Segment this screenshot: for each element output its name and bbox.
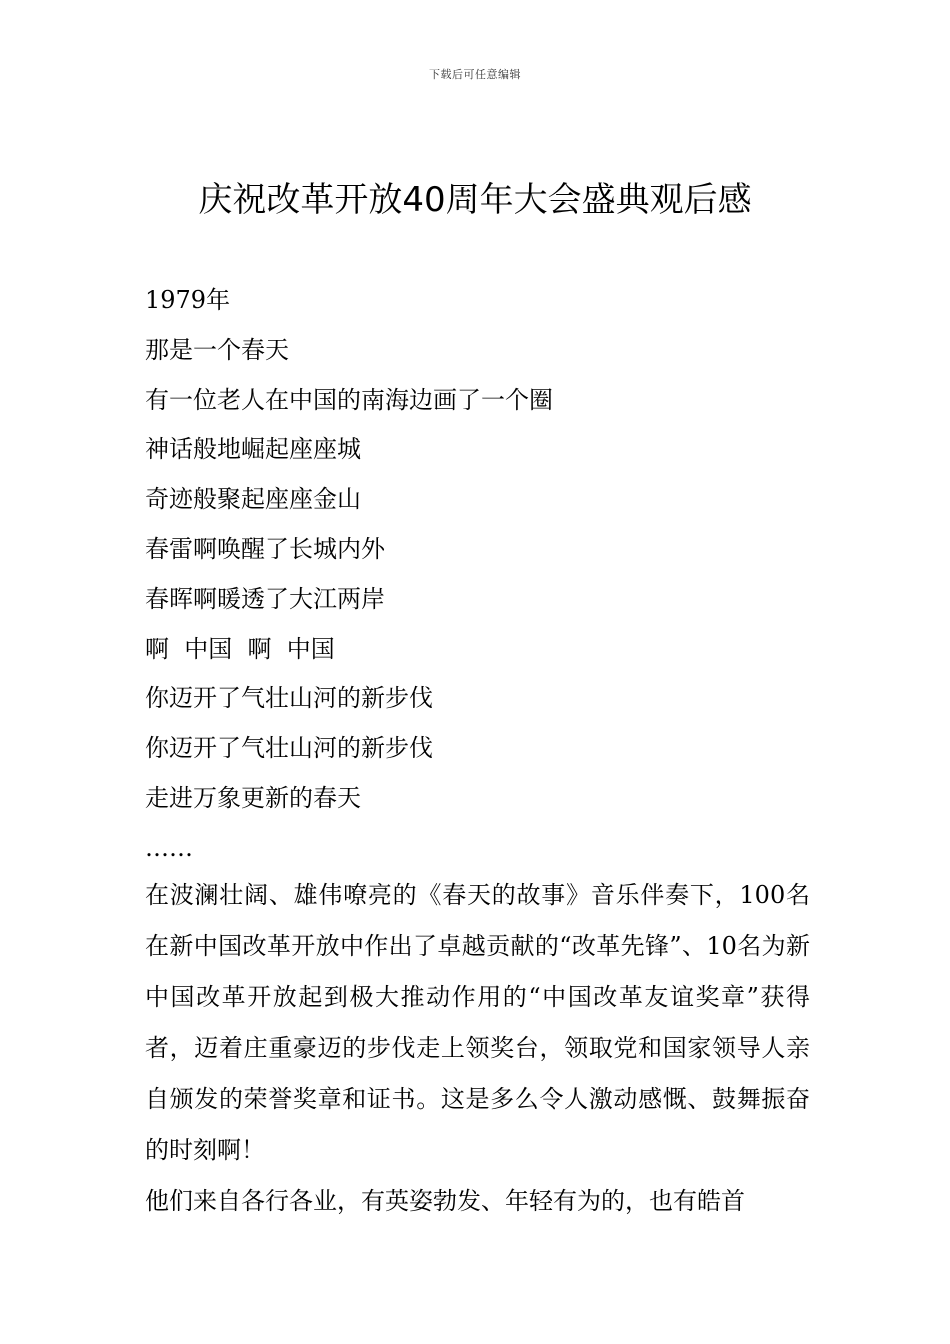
poem-line: 奇迹般聚起座座金山 [145, 485, 361, 514]
poem-line: 走进万象更新的春天 [145, 783, 361, 812]
poem-line: 神话般地崛起座座城 [145, 435, 361, 464]
poem-line: 1979年 [145, 286, 231, 314]
body-text [145, 870, 810, 1227]
poem [145, 280, 815, 878]
poem-line: 你迈开了气壮山河的新步伐 [145, 684, 433, 713]
header-note: 下载后可任意编辑 [429, 68, 521, 81]
paragraph: 在波澜壮阔、雄伟嘹亮的《春天的故事》音乐伴奏下，100名在新中国改革开放中作出了卓越贡献的“改革先锋”、10名为新中国改革开放起到极大推动作用的“中国改革友谊奖章”获得者，迈着庄重豪迈的步伐走上领奖台，领取党和国家领导人亲自颁发的荣誉奖章和证书。这是多么令人激动感慨、鼓舞振奋的时刻啊！ [145, 881, 810, 1164]
paragraph: 他们来自各行各业，有英姿勃发、年轻有为的，也有皓首 [145, 1187, 745, 1215]
poem-line: 那是一个春天 [145, 335, 289, 364]
document-title: 庆祝改革开放40周年大会盛典观后感 [198, 180, 752, 220]
poem-line: 啊 中国 啊 中国 [145, 634, 335, 663]
poem-line: 有一位老人在中国的南海边画了一个圈 [145, 385, 553, 414]
poem-line: 你迈开了气壮山河的新步伐 [145, 734, 433, 763]
poem-line: 春雷啊唤醒了长城内外 [145, 534, 385, 563]
poem-ellipsis: …… [145, 833, 193, 862]
poem-line: 春晖啊暖透了大江两岸 [145, 584, 385, 613]
